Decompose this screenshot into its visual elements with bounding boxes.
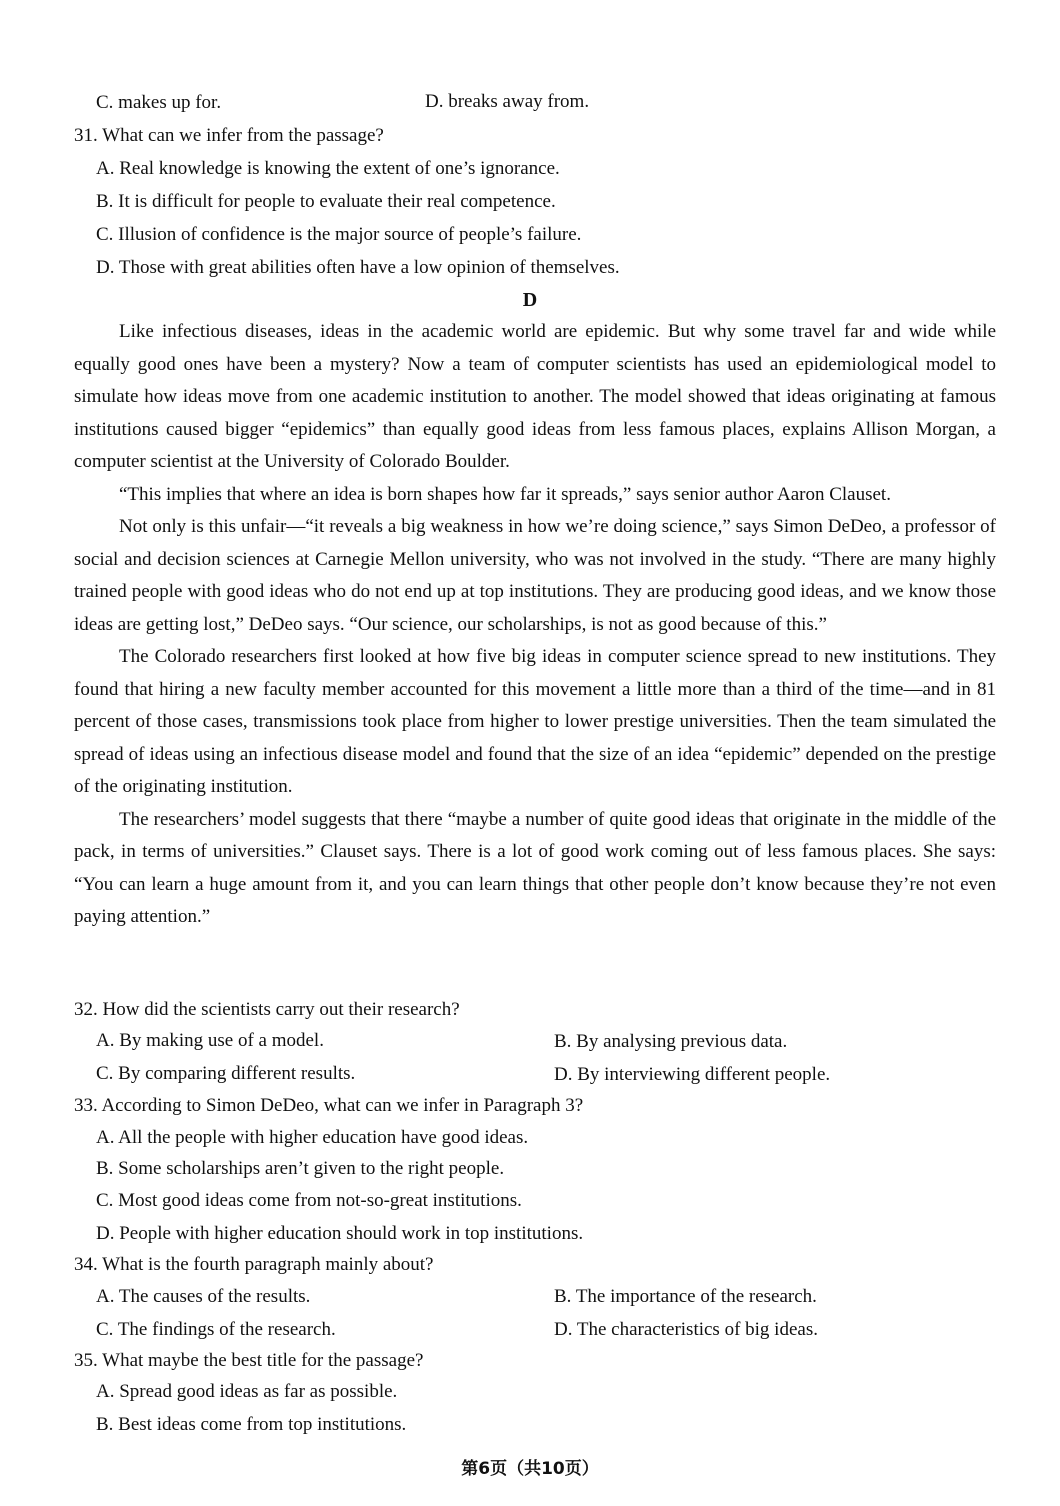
q34-option-d: D. The characteristics of big ideas. xyxy=(554,1319,818,1340)
q33-option-d: D. People with higher education should work in top institutions. xyxy=(96,1223,584,1244)
q34-question: 34. What is the fourth paragraph mainly about? xyxy=(74,1254,434,1275)
q30-option-d: D. breaks away from. xyxy=(425,91,590,112)
q32-option-c: C. By comparing different results. xyxy=(96,1063,356,1084)
q31-option-b: B. It is difficult for people to evaluate their real competence. xyxy=(96,191,556,212)
q35-option-b: B. Best ideas come from top institutions. xyxy=(96,1414,407,1435)
q34-option-c: C. The findings of the research. xyxy=(96,1319,336,1340)
q33-question: 33. According to Simon DeDeo, what can we infer in Paragraph 3? xyxy=(74,1095,584,1116)
q31-question: 31. What can we infer from the passage? xyxy=(74,125,384,146)
q33-option-b: B. Some scholarships aren’t given to the right people. xyxy=(96,1158,505,1179)
q31-option-c: C. Illusion of confidence is the major source of people’s failure. xyxy=(96,224,582,245)
q35-option-a: A. Spread good ideas as far as possible. xyxy=(96,1381,398,1402)
page-number: 第6页（共10页） xyxy=(461,1459,599,1479)
passage-paragraph-3: Not only is this unfair—“it reveals a big weakness in how we’re doing science,” says Simon DeDeo, a professor of social and decision sciences at Carnegie Mellon university, who was not involved in the study. “There are many highly trained people with good ideas who do not end up at top institutions. They are producing good ideas, and we know those ideas are getting lost,” DeDeo says. “Our science, our scholarships, is not as good because of this.” xyxy=(74,516,996,635)
q33-option-c: C. Most good ideas come from not-so-great institutions. xyxy=(96,1190,522,1211)
section-title: D xyxy=(522,289,538,311)
q32-option-a: A. By making use of a model. xyxy=(96,1030,324,1051)
passage xyxy=(74,316,996,934)
q34-option-a: A. The causes of the results. xyxy=(96,1286,311,1307)
q35-question: 35. What maybe the best title for the passage? xyxy=(74,1350,424,1371)
q30-option-c: C. makes up for. xyxy=(96,92,222,113)
q32-question: 32. How did the scientists carry out their research? xyxy=(74,999,460,1020)
q34-option-b: B. The importance of the research. xyxy=(554,1286,817,1307)
passage-paragraph-4: The Colorado researchers first looked at how five big ideas in computer science spread to new institutions. They found that hiring a new faculty member accounted for this movement a little more than a third of the time—and in 81 percent of those cases, transmissions took place from higher to lower prestige universities. Then the team simulated the spread of ideas using an infectious disease model and found that the size of an idea “epidemic” depended on the prestige of the originating institution. xyxy=(74,646,996,797)
q32-option-b: B. By analysing previous data. xyxy=(554,1031,788,1052)
q32-option-d: D. By interviewing different people. xyxy=(554,1064,831,1085)
q33-option-a: A. All the people with higher education have good ideas. xyxy=(96,1127,529,1148)
passage-paragraph-2: “This implies that where an idea is born shapes how far it spreads,” says senior author Aaron Clauset. xyxy=(119,483,891,505)
passage-paragraph-5: The researchers’ model suggests that there “maybe a number of quite good ideas that originate in the middle of the pack, in terms of universities.” Clauset says. There is a lot of good work coming out of less famous places. She says: “You can learn a huge amount from it, and you can learn things that other people don’t know because they’re not even paying attention.” xyxy=(74,808,996,927)
q31-option-a: A. Real knowledge is knowing the extent of one’s ignorance. xyxy=(96,158,560,179)
passage-paragraph-1: Like infectious diseases, ideas in the academic world are epidemic. But why some travel far and wide while equally good ones have been a mystery? Now a team of computer scientists has used an epidemiological model to simulate how ideas move from one academic institution to another. The model showed that ideas originating at famous institutions caused bigger “epidemics” than equally good ideas from less famous places, explains Allison Morgan, a computer scientist at the University of Colorado Boulder. xyxy=(74,321,996,472)
q31-option-d: D. Those with great abilities often have a low opinion of themselves. xyxy=(96,257,620,278)
